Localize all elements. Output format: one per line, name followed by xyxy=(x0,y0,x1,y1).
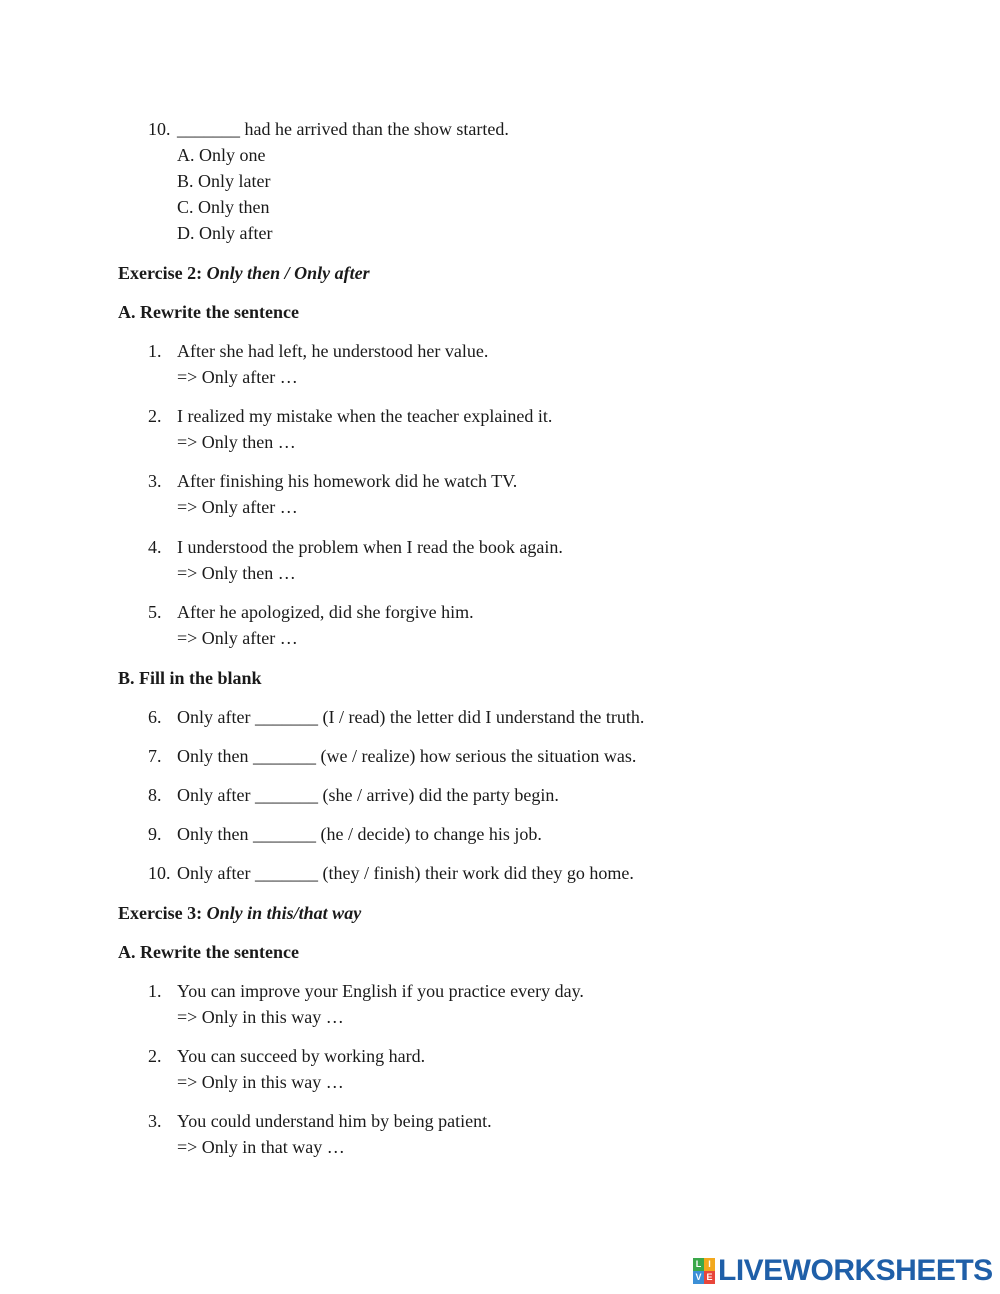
item-number: 8. xyxy=(148,785,162,805)
item-answer-prompt: => Only after … xyxy=(177,628,298,648)
logo-badge-letter: L xyxy=(693,1258,704,1271)
item-sentence: After finishing his homework did he watch TV. xyxy=(177,471,518,491)
exercise-3-section-a-heading: A. Rewrite the sentence xyxy=(118,942,299,962)
option-c: C. Only then xyxy=(177,197,270,217)
fill-blank-sentence: Only after _______ (they / finish) their work did they go home. xyxy=(177,863,634,883)
item-number: 2. xyxy=(148,406,162,426)
fill-blank-sentence: Only after _______ (I / read) the letter did I understand the truth. xyxy=(177,707,645,727)
question-number: 10. xyxy=(148,119,171,139)
item-number: 6. xyxy=(148,707,162,727)
item-sentence: After she had left, he understood her value. xyxy=(177,341,489,361)
item-answer-prompt: => Only then … xyxy=(177,563,296,583)
item-number: 7. xyxy=(148,746,162,766)
logo-badge-letter: V xyxy=(693,1271,704,1284)
exercise-3-title-topic: Only in this/that way xyxy=(206,903,362,923)
exercise-2-title xyxy=(118,260,370,286)
option-d: D. Only after xyxy=(177,223,273,243)
item-answer-prompt: => Only after … xyxy=(177,497,298,517)
item-number: 9. xyxy=(148,824,162,844)
item-number: 2. xyxy=(148,1046,162,1066)
exercise-3-title xyxy=(118,900,361,926)
logo-badge-letter: E xyxy=(704,1271,715,1284)
option-a: A. Only one xyxy=(177,145,266,165)
fill-blank-sentence: Only then _______ (he / decide) to change his job. xyxy=(177,824,542,844)
exercise-2-section-a-heading: A. Rewrite the sentence xyxy=(118,302,299,322)
exercise-2-title-topic: Only then / Only after xyxy=(206,263,370,283)
item-answer-prompt: => Only then … xyxy=(177,432,296,452)
item-answer-prompt: => Only in this way … xyxy=(177,1007,344,1027)
logo-badge-icon xyxy=(693,1258,715,1284)
item-sentence: I realized my mistake when the teacher explained it. xyxy=(177,406,553,426)
fill-blank-sentence: Only then _______ (we / realize) how serious the situation was. xyxy=(177,746,637,766)
exercise-3-title-prefix: Exercise 3: xyxy=(118,903,203,923)
logo-badge-letter: I xyxy=(704,1258,715,1271)
item-number: 3. xyxy=(148,1111,162,1131)
exercise-2-title-prefix: Exercise 2: xyxy=(118,263,203,283)
fill-blank-sentence: Only after _______ (she / arrive) did the party begin. xyxy=(177,785,559,805)
exercise-2-section-b-heading: B. Fill in the blank xyxy=(118,668,262,688)
item-number: 4. xyxy=(148,537,162,557)
item-number: 1. xyxy=(148,981,162,1001)
item-answer-prompt: => Only in this way … xyxy=(177,1072,344,1092)
item-number: 10. xyxy=(148,863,171,883)
liveworksheets-logo xyxy=(693,1254,993,1288)
logo-text: LIVEWORKSHEETS xyxy=(718,1254,993,1287)
item-number: 1. xyxy=(148,341,162,361)
item-sentence: After he apologized, did she forgive him. xyxy=(177,602,474,622)
item-answer-prompt: => Only in that way … xyxy=(177,1137,345,1157)
item-sentence: You could understand him by being patient. xyxy=(177,1111,492,1131)
item-sentence: I understood the problem when I read the book again. xyxy=(177,537,563,557)
item-number: 3. xyxy=(148,471,162,491)
item-sentence: You can improve your English if you practice every day. xyxy=(177,981,584,1001)
item-answer-prompt: => Only after … xyxy=(177,367,298,387)
question-text: _______ had he arrived than the show started. xyxy=(177,119,509,139)
item-number: 5. xyxy=(148,602,162,622)
option-b: B. Only later xyxy=(177,171,271,191)
item-sentence: You can succeed by working hard. xyxy=(177,1046,426,1066)
